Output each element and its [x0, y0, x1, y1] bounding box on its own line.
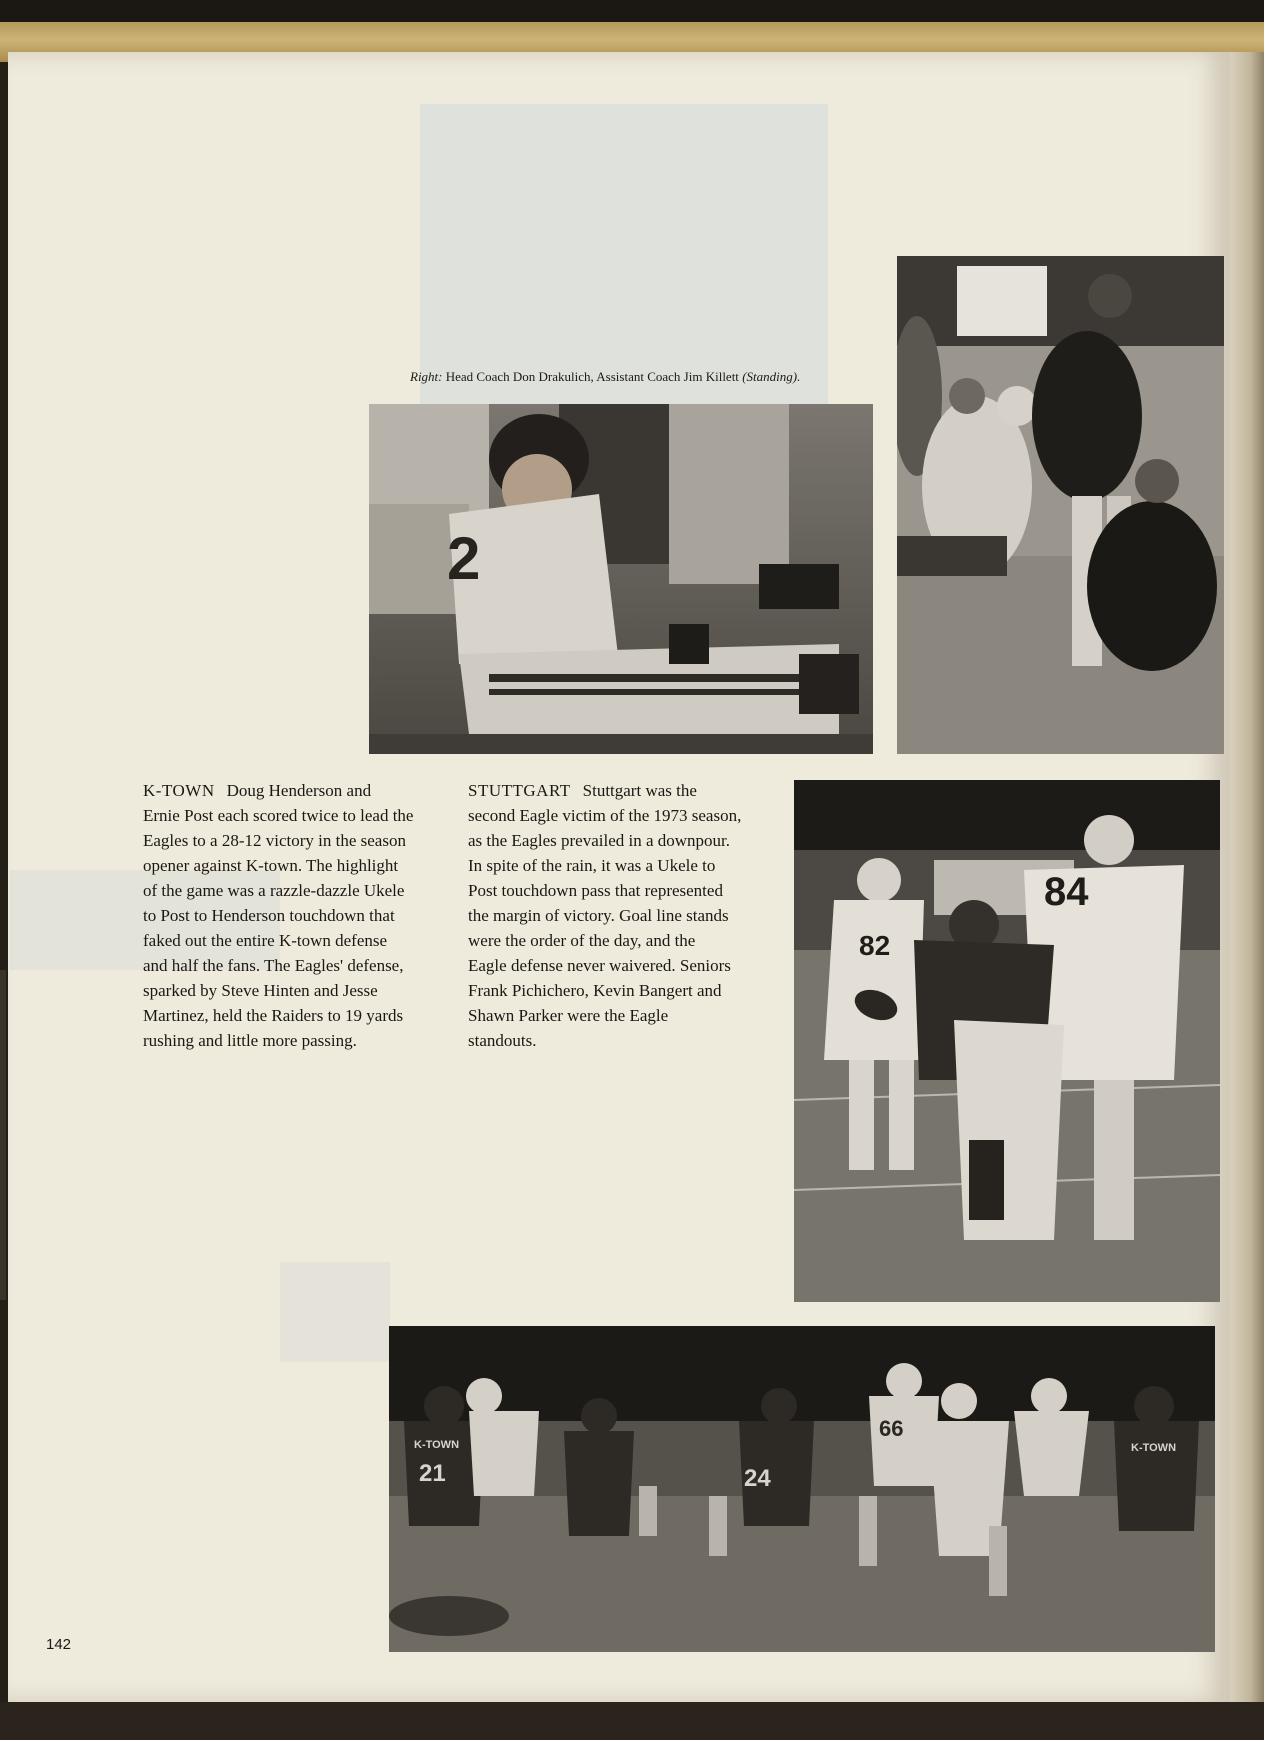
stuttgart-text-line: Stuttgart was the [582, 781, 697, 800]
jersey-82: 82 [859, 930, 891, 961]
page-number: 142 [46, 1636, 72, 1653]
photo-caption [410, 369, 870, 385]
photo-ktown-game-image [389, 1326, 1215, 1652]
jersey-ktown-left: K-TOWN [414, 1439, 460, 1451]
caption-suffix: (Standing). [742, 369, 801, 384]
photo-coaches [897, 256, 1224, 754]
stuttgart-text-line: were the order of the day, and the [468, 931, 696, 950]
stuttgart-text-line: the margin of victory. Goal line stands [468, 906, 729, 925]
ktown-line-1 [143, 778, 453, 803]
photo-sideline-player [369, 404, 873, 754]
scan-bottom-border [0, 1702, 1264, 1740]
ktown-text-line: Martinez, held the Raiders to 19 yards [143, 1006, 404, 1025]
ktown-text-line: opener against K-town. The highlight [143, 856, 399, 875]
stuttgart-text-line: Shawn Parker were the Eagle [468, 1006, 669, 1025]
ktown-text-line: faked out the entire K-town defense [143, 931, 388, 950]
photo-ktown-game [389, 1326, 1215, 1652]
show-through-block-lower [280, 1262, 390, 1362]
jersey-66: 66 [879, 1416, 904, 1441]
stuttgart-text-line: Post touchdown pass that represented [468, 881, 723, 900]
stuttgart-heading: STUTTGART [468, 781, 571, 800]
stuttgart-text-line: as the Eagles prevailed in a downpour. [468, 831, 731, 850]
photo-sideline-player-image [369, 404, 873, 754]
sideline-jersey-number: 2 [447, 525, 481, 592]
ktown-text-line: sparked by Steve Hinten and Jesse [143, 981, 378, 1000]
caption-text: Head Coach Don Drakulich, Assistant Coach Jim Killett [445, 369, 739, 384]
stuttgart-text-line: second Eagle victim of the 1973 season, [468, 806, 742, 825]
ktown-text-line: and half the fans. The Eagles' defense, [143, 956, 404, 975]
jersey-21: 21 [419, 1460, 446, 1487]
article-stuttgart [468, 778, 778, 1053]
ktown-text-line: Ernie Post each scored twice to lead the [143, 806, 414, 825]
jersey-24: 24 [744, 1465, 771, 1492]
jersey-ktown-right: K-TOWN [1131, 1442, 1177, 1454]
stuttgart-line-1 [468, 778, 778, 803]
scan-left-edge [0, 970, 6, 1300]
ktown-text-line: to Post to Henderson touchdown that [143, 906, 395, 925]
jersey-84: 84 [1044, 870, 1089, 914]
stuttgart-text-line: In spite of the rain, it was a Ukele to [468, 856, 716, 875]
stuttgart-text-line: Frank Pichichero, Kevin Bangert and [468, 981, 722, 1000]
article-ktown [143, 778, 453, 1053]
ktown-heading: K-TOWN [143, 781, 215, 800]
ktown-text-line: Eagles to a 28-12 victory in the season [143, 831, 406, 850]
ktown-text-line: Doug Henderson and [226, 781, 372, 800]
stuttgart-text-line: Eagle defense never waivered. Seniors [468, 956, 731, 975]
photo-stuttgart-game-image [794, 780, 1220, 1302]
stuttgart-text-line: standouts. [468, 1031, 537, 1050]
photo-stuttgart-game [794, 780, 1220, 1302]
page-gutter-shadow [1230, 52, 1264, 1702]
ktown-text-line: rushing and little more passing. [143, 1031, 357, 1050]
caption-prefix: Right: [410, 369, 443, 384]
photo-coaches-image [897, 256, 1224, 754]
ktown-text-line: of the game was a razzle-dazzle Ukele [143, 881, 405, 900]
